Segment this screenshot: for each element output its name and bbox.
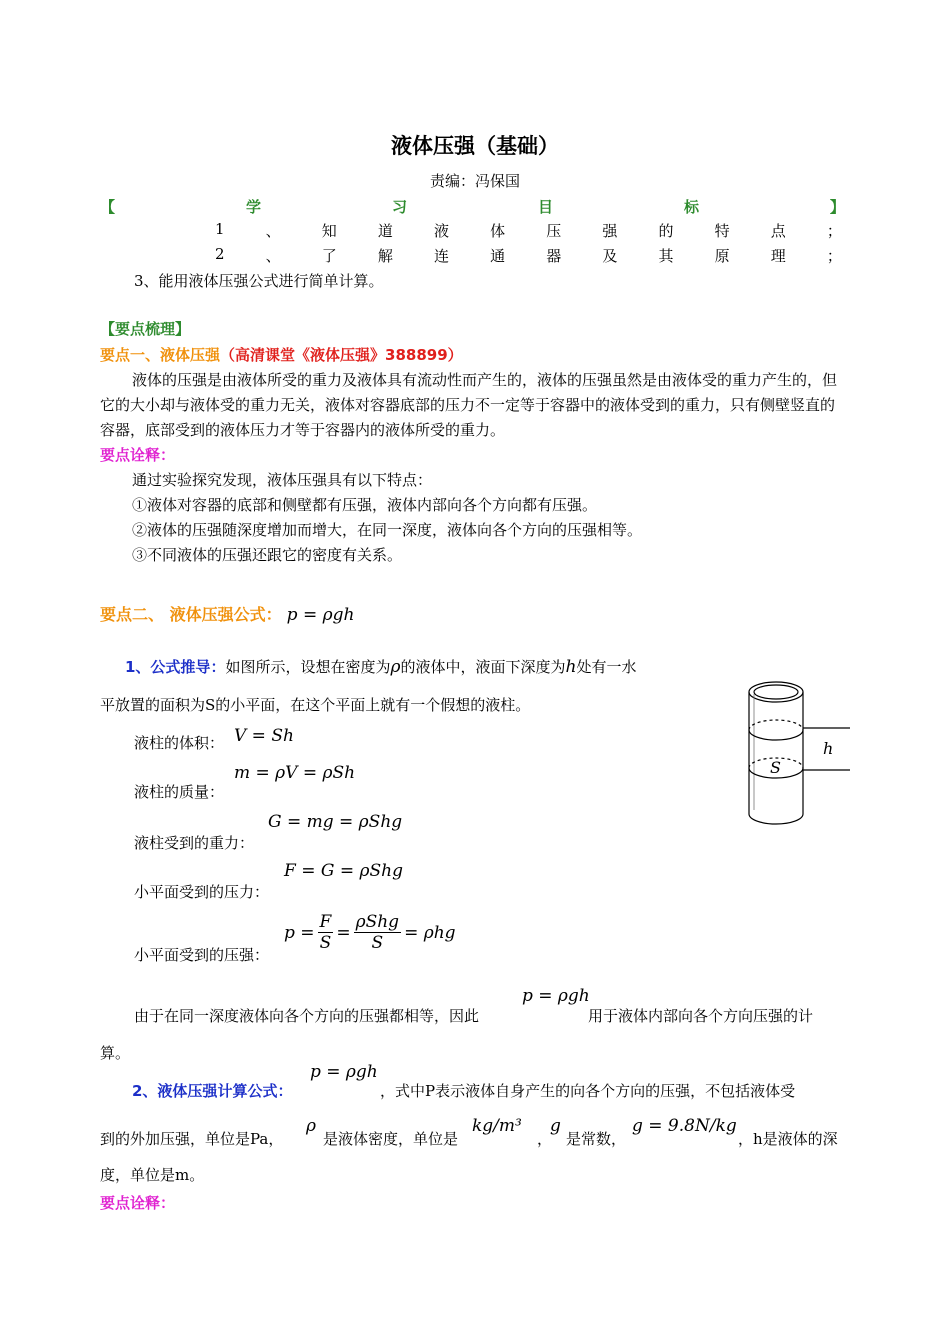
note-item: ①液体对容器的底部和侧壁都有压强，液体内部向各个方向都有压强。: [132, 496, 598, 514]
usage-formula: p = ρgh: [522, 986, 590, 1006]
char: 通: [490, 247, 506, 265]
char: 特: [714, 222, 730, 240]
numerator: F: [319, 912, 332, 932]
char: 压: [546, 222, 562, 240]
pressure-label: 小平面受到的压强：: [134, 946, 270, 964]
text: 的液体中，液面下深度为: [400, 658, 566, 676]
calc-formula: p = ρgh: [310, 1062, 378, 1082]
point2-note-label: 要点诠释：: [100, 1194, 176, 1212]
calc-text: 是常数，: [566, 1130, 627, 1148]
char: 1: [215, 220, 225, 238]
header-char: 】: [829, 198, 845, 216]
objectives-header: [100, 196, 845, 217]
calc-line2: 到的外加压强，单位是Pa，: [100, 1130, 284, 1148]
char: 、: [265, 222, 281, 240]
objective-3: 3、能用液体压强公式进行简单计算。: [134, 272, 384, 290]
char: 器: [546, 247, 562, 265]
calc-text: ，h是液体的深: [738, 1130, 838, 1148]
calc-label: 2、液体压强计算公式：: [132, 1082, 293, 1100]
char: 体: [490, 222, 506, 240]
char: 了: [321, 247, 337, 265]
point2-heading: [100, 602, 354, 625]
calc-text: ，: [537, 1130, 553, 1148]
char: 道: [377, 222, 393, 240]
derivation-label: 1、公式推导：: [125, 658, 226, 676]
figure-label-h: h: [823, 739, 834, 758]
objective-2: [215, 245, 842, 266]
editor-line: 责编：冯保国: [429, 172, 520, 190]
text: 由于在同一深度液体向各个方向的压强都相等，因此: [134, 1007, 480, 1025]
char: 理: [770, 247, 786, 265]
char: 的: [658, 222, 674, 240]
note-item: ③不同液体的压强还跟它的密度有关系。: [132, 546, 403, 564]
header-char: 目: [537, 198, 553, 216]
header-char: 习: [391, 198, 407, 216]
mass-label: 液柱的质量：: [134, 783, 225, 801]
calc-rho: ρ: [306, 1116, 316, 1136]
denominator: S: [319, 933, 332, 953]
usage-line: [134, 1005, 479, 1026]
derivation-line1: [125, 656, 636, 677]
note-item: ②液体的压强随深度增加而增大，在同一深度，液体向各个方向的压强相等。: [132, 521, 643, 539]
section-outline: 【要点梳理】: [100, 320, 191, 338]
numerator: ρShg: [355, 912, 400, 932]
header-char: 标: [683, 198, 699, 216]
usage-tail: 用于液体内部向各个方向压强的计: [588, 1007, 814, 1025]
char: 2: [215, 245, 225, 263]
volume-formula: V = Sh: [234, 726, 294, 746]
page-title: 液体压强（基础）: [391, 134, 559, 158]
header-char: 学: [245, 198, 261, 216]
point1-title: 要点一、液体压强: [100, 346, 221, 364]
text: 处有一水: [576, 658, 637, 676]
char: 其: [658, 247, 674, 265]
char: 连: [434, 247, 450, 265]
volume-label: 液柱的体积：: [134, 734, 225, 752]
point1-heading: [100, 344, 463, 365]
g-symbol: g: [550, 1116, 561, 1136]
point2-formula: p = ρgh: [286, 605, 355, 625]
formula-part: p =: [284, 922, 315, 943]
figure-label-s: S: [770, 758, 781, 777]
char: 原: [714, 247, 730, 265]
gravity-label: 液柱受到的重力：: [134, 834, 255, 852]
calc-text: ，式中P表示液体自身产生的向各个方向的压强，不包括液体受: [380, 1082, 796, 1100]
h-symbol: h: [565, 657, 577, 677]
calc-text: 是液体密度，单位是: [323, 1130, 459, 1148]
char: 知: [321, 222, 337, 240]
objective-1: [215, 220, 842, 241]
calc-line1: [132, 1080, 292, 1101]
calc-line3: 度，单位是m。: [100, 1166, 205, 1184]
derivation-line2: 平放置的面积为S的小平面，在这个平面上就有一个假想的液柱。: [100, 696, 531, 714]
rho-symbol: ρ: [390, 657, 401, 677]
density-unit: kg/m³: [472, 1116, 522, 1136]
mass-formula: m = ρV = ρSh: [234, 763, 356, 783]
char: ；: [826, 222, 842, 240]
force-formula: F = G = ρShg: [284, 861, 403, 881]
char: 及: [602, 247, 618, 265]
pressure-formula: p = $\frac{F}{S}$ = $\frac{\text{ρShg}}{S}$ = ρhg: [284, 912, 456, 953]
cylinder-diagram: [740, 672, 855, 832]
header-char: 【: [100, 198, 116, 216]
char: 、: [265, 247, 281, 265]
char: 解: [377, 247, 393, 265]
gravity-formula: G = mg = ρShg: [268, 812, 403, 832]
fraction-f-over-s: [318, 912, 334, 953]
force-label: 小平面受到的压力：: [134, 883, 270, 901]
point2-title: 要点二、 液体压强公式：: [100, 605, 282, 624]
fraction-rhoshg-over-s: [354, 912, 401, 953]
point1-note-intro: 通过实验探究发现，液体压强具有以下特点：: [132, 471, 433, 489]
char: 强: [602, 222, 618, 240]
point1-link: （高清课堂《液体压强》388899）: [220, 346, 463, 364]
char: 点: [770, 222, 786, 240]
point1-note-label: 要点诠释：: [100, 446, 176, 464]
g-value: g = 9.8N/kg: [632, 1116, 737, 1136]
usage-end: 算。: [100, 1044, 131, 1062]
char: 液: [434, 222, 450, 240]
denominator: S: [371, 933, 384, 953]
formula-part: = ρhg: [404, 922, 456, 943]
text: 如图所示，设想在密度为: [225, 658, 391, 676]
char: ；: [826, 247, 842, 265]
point1-body: 液体的压强是由液体所受的重力及液体具有流动性而产生的，液体的压强虽然是由液体受的重力产生的，但它的大小却与液体受的重力无关，液体对容器底部的压力不一定等于容器中的液体受到的重力，只有侧壁竖直的容器，底部受到的液体压力才等于容器内的液体所受的重力。: [100, 371, 838, 439]
